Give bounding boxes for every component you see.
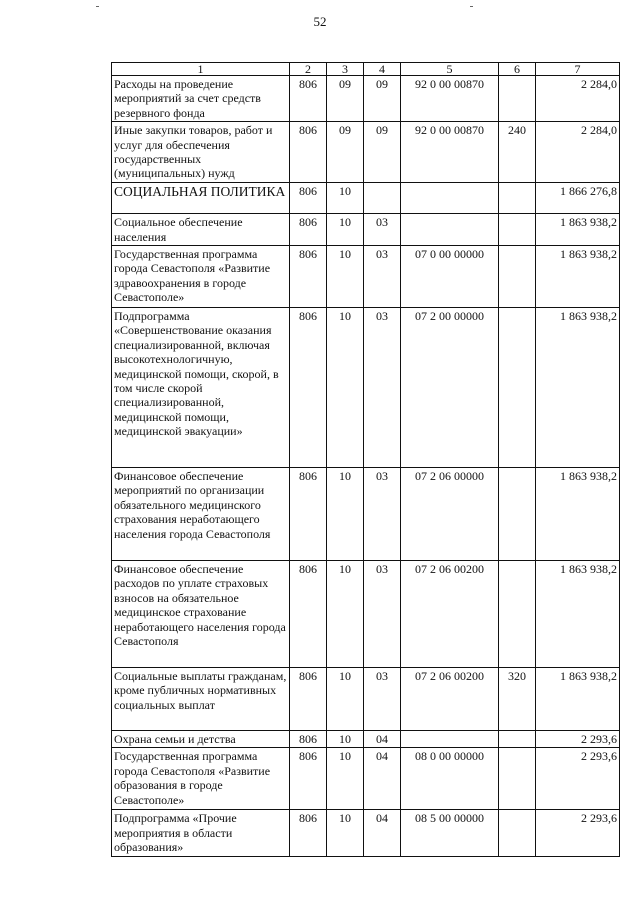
row-amount: 2 293,6 — [536, 748, 620, 810]
row-expense-kind — [499, 748, 536, 810]
row-expense-kind — [499, 246, 536, 308]
row-subsection-code: 04 — [364, 810, 401, 856]
row-ministry-code: 806 — [290, 122, 327, 183]
row-section-code: 09 — [327, 76, 364, 122]
row-section-code: 10 — [327, 214, 364, 246]
table-row — [112, 468, 620, 561]
column-header: 2 — [290, 63, 327, 76]
row-target-code: 07 2 06 00200 — [401, 561, 499, 668]
row-ministry-code: 806 — [290, 308, 327, 468]
row-section-code: 10 — [327, 810, 364, 856]
table-row — [112, 731, 620, 748]
table-row — [112, 214, 620, 246]
table-row — [112, 122, 620, 183]
row-ministry-code: 806 — [290, 246, 327, 308]
row-ministry-code: 806 — [290, 731, 327, 748]
row-ministry-code: 806 — [290, 183, 327, 214]
table-row — [112, 668, 620, 731]
row-target-code: 92 0 00 00870 — [401, 76, 499, 122]
column-header: 7 — [536, 63, 620, 76]
row-expense-kind — [499, 183, 536, 214]
row-subsection-code: 04 — [364, 748, 401, 810]
row-target-code: 07 2 00 00000 — [401, 308, 499, 468]
row-section-code: 10 — [327, 668, 364, 731]
row-subsection-code: 09 — [364, 76, 401, 122]
table-row — [112, 76, 620, 122]
row-target-code: 92 0 00 00870 — [401, 122, 499, 183]
row-name: Расходы на проведение мероприятий за счет средств резервного фонда — [112, 76, 290, 122]
row-subsection-code: 03 — [364, 561, 401, 668]
row-target-code — [401, 214, 499, 246]
row-subsection-code: 03 — [364, 668, 401, 731]
row-name: Социальное обеспечение населения — [112, 214, 290, 246]
row-section-code: 10 — [327, 731, 364, 748]
row-amount: 2 293,6 — [536, 810, 620, 856]
row-name: Подпрограмма «Совершенствование оказания специализированной, включая высокотехнологичную, медицинской помощи, скорой, в том числе скорой специализированной, медицинской помощи, медицинской эвакуации» — [112, 308, 290, 468]
row-expense-kind — [499, 810, 536, 856]
row-target-code: 08 0 00 00000 — [401, 748, 499, 810]
row-section-code: 10 — [327, 246, 364, 308]
row-subsection-code: 03 — [364, 246, 401, 308]
row-subsection-code: 03 — [364, 308, 401, 468]
row-name: Социальные выплаты гражданам, кроме публичных нормативных социальных выплат — [112, 668, 290, 731]
row-expense-kind — [499, 468, 536, 561]
row-expense-kind: 320 — [499, 668, 536, 731]
row-section-code: 10 — [327, 748, 364, 810]
row-amount: 1 863 938,2 — [536, 668, 620, 731]
row-expense-kind — [499, 76, 536, 122]
row-name: Иные закупки товаров, работ и услуг для обеспечения государственных (муниципальных) нужд — [112, 122, 290, 183]
row-section-code: 10 — [327, 308, 364, 468]
row-amount: 2 293,6 — [536, 731, 620, 748]
row-name: Подпрограмма «Прочие мероприятия в области образования» — [112, 810, 290, 856]
row-target-code — [401, 731, 499, 748]
row-ministry-code: 806 — [290, 810, 327, 856]
row-expense-kind — [499, 731, 536, 748]
row-expense-kind — [499, 561, 536, 668]
row-target-code: 08 5 00 00000 — [401, 810, 499, 856]
row-section-code: 09 — [327, 122, 364, 183]
row-section-code: 10 — [327, 468, 364, 561]
row-target-code: 07 0 00 00000 — [401, 246, 499, 308]
row-target-code: 07 2 06 00200 — [401, 668, 499, 731]
row-subsection-code: 04 — [364, 731, 401, 748]
table-row — [112, 748, 620, 810]
row-name: Финансовое обеспечение расходов по уплате страховых взносов на обязательное медицинское страхование неработающего населения города Севастополя — [112, 561, 290, 668]
row-amount: 1 863 938,2 — [536, 308, 620, 468]
row-subsection-code — [364, 183, 401, 214]
column-header: 3 — [327, 63, 364, 76]
budget-table — [111, 62, 620, 857]
row-name: СОЦИАЛЬНАЯ ПОЛИТИКА — [112, 183, 290, 214]
table-header-row — [112, 63, 620, 76]
row-target-code: 07 2 06 00000 — [401, 468, 499, 561]
table-row — [112, 308, 620, 468]
row-amount: 1 866 276,8 — [536, 183, 620, 214]
column-header: 5 — [401, 63, 499, 76]
row-name: Финансовое обеспечение мероприятий по организации обязательного медицинского страхования неработающего населения города Севастополя — [112, 468, 290, 561]
row-ministry-code: 806 — [290, 668, 327, 731]
column-header: 1 — [112, 63, 290, 76]
row-expense-kind — [499, 214, 536, 246]
row-ministry-code: 806 — [290, 561, 327, 668]
scan-mark — [470, 6, 473, 7]
row-subsection-code: 03 — [364, 214, 401, 246]
row-expense-kind — [499, 308, 536, 468]
table-row — [112, 561, 620, 668]
row-ministry-code: 806 — [290, 468, 327, 561]
row-amount: 1 863 938,2 — [536, 214, 620, 246]
row-amount: 2 284,0 — [536, 122, 620, 183]
scan-mark — [96, 6, 99, 7]
row-section-code: 10 — [327, 183, 364, 214]
column-header: 6 — [499, 63, 536, 76]
row-ministry-code: 806 — [290, 748, 327, 810]
table-row — [112, 183, 620, 214]
row-ministry-code: 806 — [290, 76, 327, 122]
row-section-code: 10 — [327, 561, 364, 668]
row-name: Охрана семьи и детства — [112, 731, 290, 748]
row-subsection-code: 03 — [364, 468, 401, 561]
row-expense-kind: 240 — [499, 122, 536, 183]
row-ministry-code: 806 — [290, 214, 327, 246]
table-row — [112, 810, 620, 856]
row-amount: 1 863 938,2 — [536, 561, 620, 668]
row-amount: 2 284,0 — [536, 76, 620, 122]
row-subsection-code: 09 — [364, 122, 401, 183]
row-name: Государственная программа города Севастополя «Развитие здравоохранения в городе Севастополе» — [112, 246, 290, 308]
table-row — [112, 246, 620, 308]
row-amount: 1 863 938,2 — [536, 246, 620, 308]
row-amount: 1 863 938,2 — [536, 468, 620, 561]
row-name: Государственная программа города Севастополя «Развитие образования в городе Севастополе» — [112, 748, 290, 810]
row-target-code — [401, 183, 499, 214]
column-header: 4 — [364, 63, 401, 76]
page-number: 52 — [313, 14, 327, 29]
